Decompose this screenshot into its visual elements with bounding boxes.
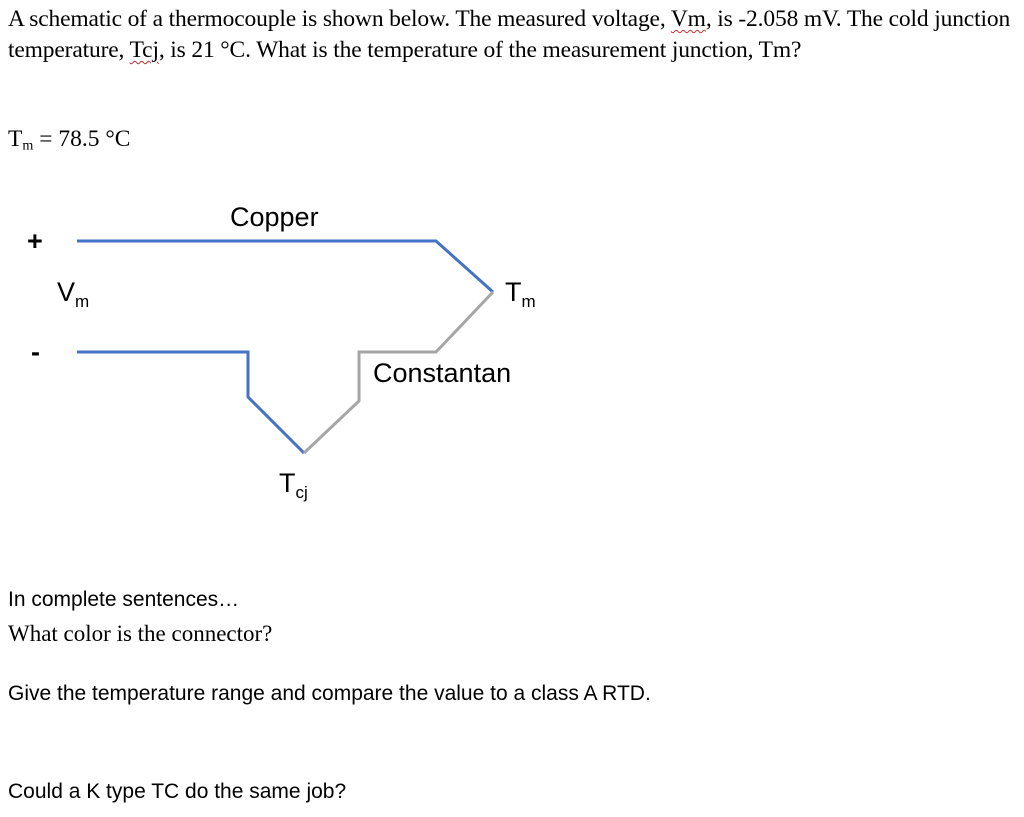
answer-value: = 78.5 °C (33, 126, 131, 152)
plus-terminal: + (27, 226, 43, 256)
copper-wires (77, 241, 493, 453)
answer-symbol: T (8, 126, 23, 152)
prompt-k-type: Could a K type TC do the same job? (8, 780, 347, 803)
copper-label: Copper (230, 202, 319, 232)
minus-terminal: - (31, 337, 40, 367)
prompt-temperature-range: Give the temperature range and compare the value to a class A RTD. (8, 682, 651, 705)
question-part-3: , is 21 °C. What is the temperature of the measurement junction, Tm? (158, 37, 802, 63)
copper-wire-top (77, 241, 493, 292)
prompt-complete-sentences: In complete sentences… (8, 588, 240, 611)
thermocouple-schematic (0, 190, 560, 520)
tm-symbol: $T_m$ (505, 277, 536, 311)
vm-symbol: $V_m$ (57, 277, 90, 311)
prompt-connector-color: What color is the connector? (8, 621, 273, 646)
copper-wire-bottom (77, 352, 304, 453)
answer-line (8, 124, 130, 162)
tcj-term: Tcj (129, 37, 159, 63)
question-part-2: , is -2.058 mV. The cold junction temperature, (8, 6, 1011, 63)
question-part-1: A schematic of a thermocouple is shown below. The measured voltage, (8, 6, 671, 32)
vm-term: Vm (670, 6, 706, 32)
constantan-label: Constantan (373, 358, 512, 388)
question-text (8, 4, 1020, 66)
tcj-symbol: $T_{cj}$ (279, 468, 308, 502)
answer-symbol-subscript: m (22, 137, 34, 154)
